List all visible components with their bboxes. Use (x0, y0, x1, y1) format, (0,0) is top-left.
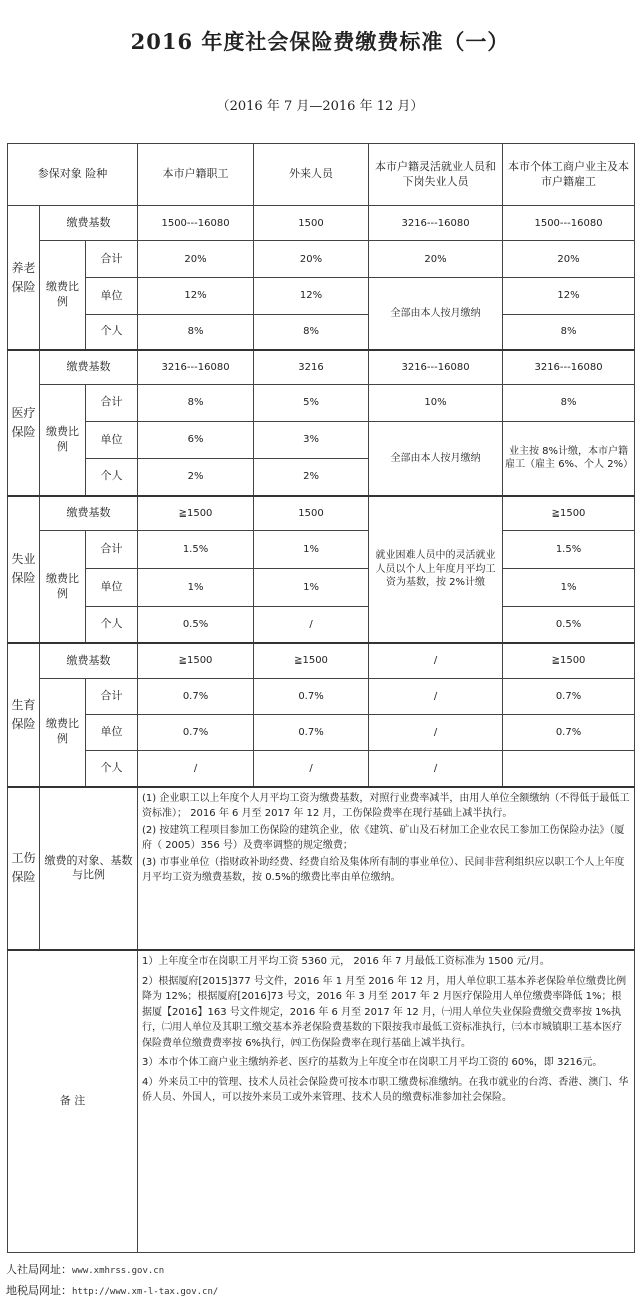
medical-base-row (8, 350, 635, 384)
injury-item: (2) 按建筑工程项目参加工伤保险的建筑企业，依《建筑、矿山及石材加工企业农民工参加工伤保险办法》（厦府（ 2005）356 号）及费率调整的规定缴费； (142, 824, 625, 852)
medical-total-row (8, 384, 635, 421)
pension-unit-label: 单位 (86, 278, 138, 314)
unemployment-category: 失业保险 (8, 496, 40, 644)
remark-item: 1）上年度全市在岗职工月平均工资 5360 元， 2016 年 7 月最低工资标准为 1500 元/月。 (142, 956, 550, 968)
unemployment-unit-migrant: 1% (254, 569, 369, 606)
pension-unit-row (8, 278, 635, 314)
injury-category: 工伤保险 (8, 787, 40, 951)
maternity-personal-local: / (138, 751, 254, 787)
pension-base-self: 1500---16080 (503, 206, 635, 241)
maternity-total-migrant: 0.7% (254, 678, 369, 714)
maternity-total-flexible: / (369, 678, 503, 714)
maternity-category: 生育保险 (8, 643, 40, 787)
pension-rate-label: 缴费比例 (40, 241, 86, 350)
pension-flexible-self-paid: 全部由本人按月缴纳 (369, 278, 503, 350)
maternity-unit-label: 单位 (86, 714, 138, 750)
pension-total-local: 20% (138, 241, 254, 278)
medical-self-note: 业主按 8%计缴，本市户籍雇工（雇主 6%、个人 2%） (503, 421, 635, 495)
medical-category: 医疗保险 (8, 350, 40, 495)
maternity-base-self: ≧1500 (503, 643, 635, 678)
maternity-base-migrant: ≧1500 (254, 643, 369, 678)
maternity-personal-migrant: / (254, 751, 369, 787)
remark-item: 3）本市个体工商户业主缴纳养老、医疗的基数为上年度全市在岗职工月平均工资的 60%，即 3216元。 (142, 1057, 603, 1069)
pension-base-local: 1500---16080 (138, 206, 254, 241)
medical-flexible-self-paid: 全部由本人按月缴纳 (369, 421, 503, 495)
medical-personal-local: 2% (138, 459, 254, 496)
pension-personal-label: 个人 (86, 314, 138, 350)
hr-bureau-website (6, 1261, 164, 1277)
tax-bureau-url[interactable]: http://www.xm-l-tax.gov.cn/ (72, 1287, 219, 1297)
tax-bureau-label: 地税局网址： (6, 1284, 72, 1297)
injury-label: 缴费的对象、基数与比例 (40, 787, 138, 951)
maternity-personal-row (8, 751, 635, 787)
maternity-base-flexible: / (369, 643, 503, 678)
unemployment-personal-migrant: / (254, 606, 369, 643)
medical-total-migrant: 5% (254, 384, 369, 421)
hr-bureau-label: 人社局网址： (6, 1263, 72, 1276)
maternity-total-local: 0.7% (138, 678, 254, 714)
header-self-employed: 本市个体工商户业主及本市户籍雇工 (503, 144, 635, 206)
unemployment-unit-local: 1% (138, 569, 254, 606)
unemployment-total-row (8, 531, 635, 569)
medical-rate-label: 缴费比例 (40, 384, 86, 495)
medical-base-label: 缴费基数 (40, 350, 138, 384)
maternity-unit-flexible: / (369, 714, 503, 750)
medical-unit-migrant: 3% (254, 421, 369, 458)
pension-total-row (8, 241, 635, 278)
page-subtitle: （2016 年 7 月—2016 年 12 月） (216, 99, 424, 114)
maternity-total-row (8, 678, 635, 714)
remarks-notes (138, 950, 635, 1252)
unemployment-total-local: 1.5% (138, 531, 254, 569)
medical-personal-migrant: 2% (254, 459, 369, 496)
medical-total-label: 合计 (86, 384, 138, 421)
injury-row (8, 787, 635, 951)
maternity-personal-self (503, 751, 635, 787)
header-row (8, 144, 635, 206)
pension-personal-row (8, 314, 635, 350)
maternity-personal-label: 个人 (86, 751, 138, 787)
pension-personal-local: 8% (138, 314, 254, 350)
pension-base-row (8, 206, 635, 241)
pension-unit-self: 12% (503, 278, 635, 314)
maternity-base-local: ≧1500 (138, 643, 254, 678)
maternity-unit-row (8, 714, 635, 750)
maternity-total-self: 0.7% (503, 678, 635, 714)
pension-base-flexible: 3216---16080 (369, 206, 503, 241)
maternity-base-row (8, 643, 635, 678)
medical-base-migrant: 3216 (254, 350, 369, 384)
unemployment-base-row (8, 496, 635, 531)
unemployment-personal-self: 0.5% (503, 606, 635, 643)
remark-item: 4）外来员工中的管理、技术人员社会保险费可按本市职工缴费标准缴纳。在我市就业的台湾、香港、澳门、华侨人员、外国人，可以按外来员工或外来管理、技术人员的缴费标准参加社会保险。 (142, 1076, 629, 1104)
pension-total-label: 合计 (86, 241, 138, 278)
hr-bureau-url[interactable]: www.xmhrss.gov.cn (72, 1266, 165, 1276)
pension-category: 养老保险 (8, 206, 40, 351)
injury-notes (138, 787, 635, 951)
medical-base-self: 3216---16080 (503, 350, 635, 384)
medical-total-self: 8% (503, 384, 635, 421)
pension-base-migrant: 1500 (254, 206, 369, 241)
unemployment-unit-self: 1% (503, 569, 635, 606)
remark-item: 2）根据厦府[2015]377 号文件，2016 年 1 月至 2016 年 12 月，用人单位职工基本养老保险单位缴费比例降为 12%；根据厦府[2016]73 号文，2016 年 3 月至 2017 年 2 月医疗保险用人单位缴费率降低 1%；根据厦【2016】163 号文件规定，2016 年 6 月至 2017 年 12 月，㈠用人单位失业保险费缴交费率按 1%执行，㈡用人单位及其职工缴交基本养老保险费基数的下限按我市最低工资标准执行，㈢本市城镇职工基本医疗保险费单位缴费费率按 6%执行，㈣工伤保险费率在现行基础上减半执行。 (142, 975, 627, 1049)
medical-unit-label: 单位 (86, 421, 138, 458)
unemployment-personal-row (8, 606, 635, 643)
medical-base-flexible: 3216---16080 (369, 350, 503, 384)
medical-total-local: 8% (138, 384, 254, 421)
header-corner: 参保对象 险种 (8, 144, 138, 206)
unemployment-base-local: ≧1500 (138, 496, 254, 531)
header-migrant-workers: 外来人员 (254, 144, 369, 206)
medical-unit-local: 6% (138, 421, 254, 458)
remarks-row (8, 950, 635, 1252)
medical-unit-row (8, 421, 635, 458)
medical-personal-label: 个人 (86, 459, 138, 496)
header-local-employees: 本市户籍职工 (138, 144, 254, 206)
unemployment-total-label: 合计 (86, 531, 138, 569)
unemployment-personal-label: 个人 (86, 606, 138, 643)
insurance-standard-table (7, 143, 635, 1253)
pension-total-migrant: 20% (254, 241, 369, 278)
unemployment-base-migrant: 1500 (254, 496, 369, 531)
unemployment-base-label: 缴费基数 (40, 496, 138, 531)
pension-personal-migrant: 8% (254, 314, 369, 350)
unemployment-total-self: 1.5% (503, 531, 635, 569)
unemployment-rate-label: 缴费比例 (40, 531, 86, 643)
unemployment-total-migrant: 1% (254, 531, 369, 569)
page-title: 2016 年度社会保险费缴费标准（一） (130, 29, 510, 54)
unemployment-personal-local: 0.5% (138, 606, 254, 643)
pension-personal-self: 8% (503, 314, 635, 350)
maternity-unit-local: 0.7% (138, 714, 254, 750)
maternity-base-label: 缴费基数 (40, 643, 138, 678)
unemployment-flexible-note: 就业困难人员中的灵活就业人员以个人上年度月平均工资为基数，按 2%计缴 (369, 496, 503, 644)
maternity-unit-self: 0.7% (503, 714, 635, 750)
maternity-personal-flexible: / (369, 751, 503, 787)
pension-unit-migrant: 12% (254, 278, 369, 314)
maternity-total-label: 合计 (86, 678, 138, 714)
unemployment-base-self: ≧1500 (503, 496, 635, 531)
pension-total-self: 20% (503, 241, 635, 278)
remarks-label: 备 注 (8, 950, 138, 1252)
pension-base-label: 缴费基数 (40, 206, 138, 241)
medical-base-local: 3216---16080 (138, 350, 254, 384)
injury-item: (3) 市事业单位（指财政补助经费、经费自给及集体所有制的事业单位）、民间非营利组织应以职工个人上年度月平均工资为缴费基数，按 0.5%的缴费比率由单位缴纳。 (142, 856, 625, 884)
pension-total-flexible: 20% (369, 241, 503, 278)
maternity-rate-label: 缴费比例 (40, 678, 86, 786)
tax-bureau-website (6, 1282, 218, 1298)
unemployment-unit-row (8, 569, 635, 606)
unemployment-unit-label: 单位 (86, 569, 138, 606)
pension-unit-local: 12% (138, 278, 254, 314)
injury-item: (1) 企业职工以上年度个人月平均工资为缴费基数，对照行业费率减半，由用人单位全额缴纳（不得低于最低工资标准）； 2016 年 6 月至 2017 年 12 月，工伤保险费率在现行基础上减半执行。 (142, 792, 630, 820)
header-flexible-employed: 本市户籍灵活就业人员和下岗失业人员 (369, 144, 503, 206)
maternity-unit-migrant: 0.7% (254, 714, 369, 750)
medical-total-flexible: 10% (369, 384, 503, 421)
